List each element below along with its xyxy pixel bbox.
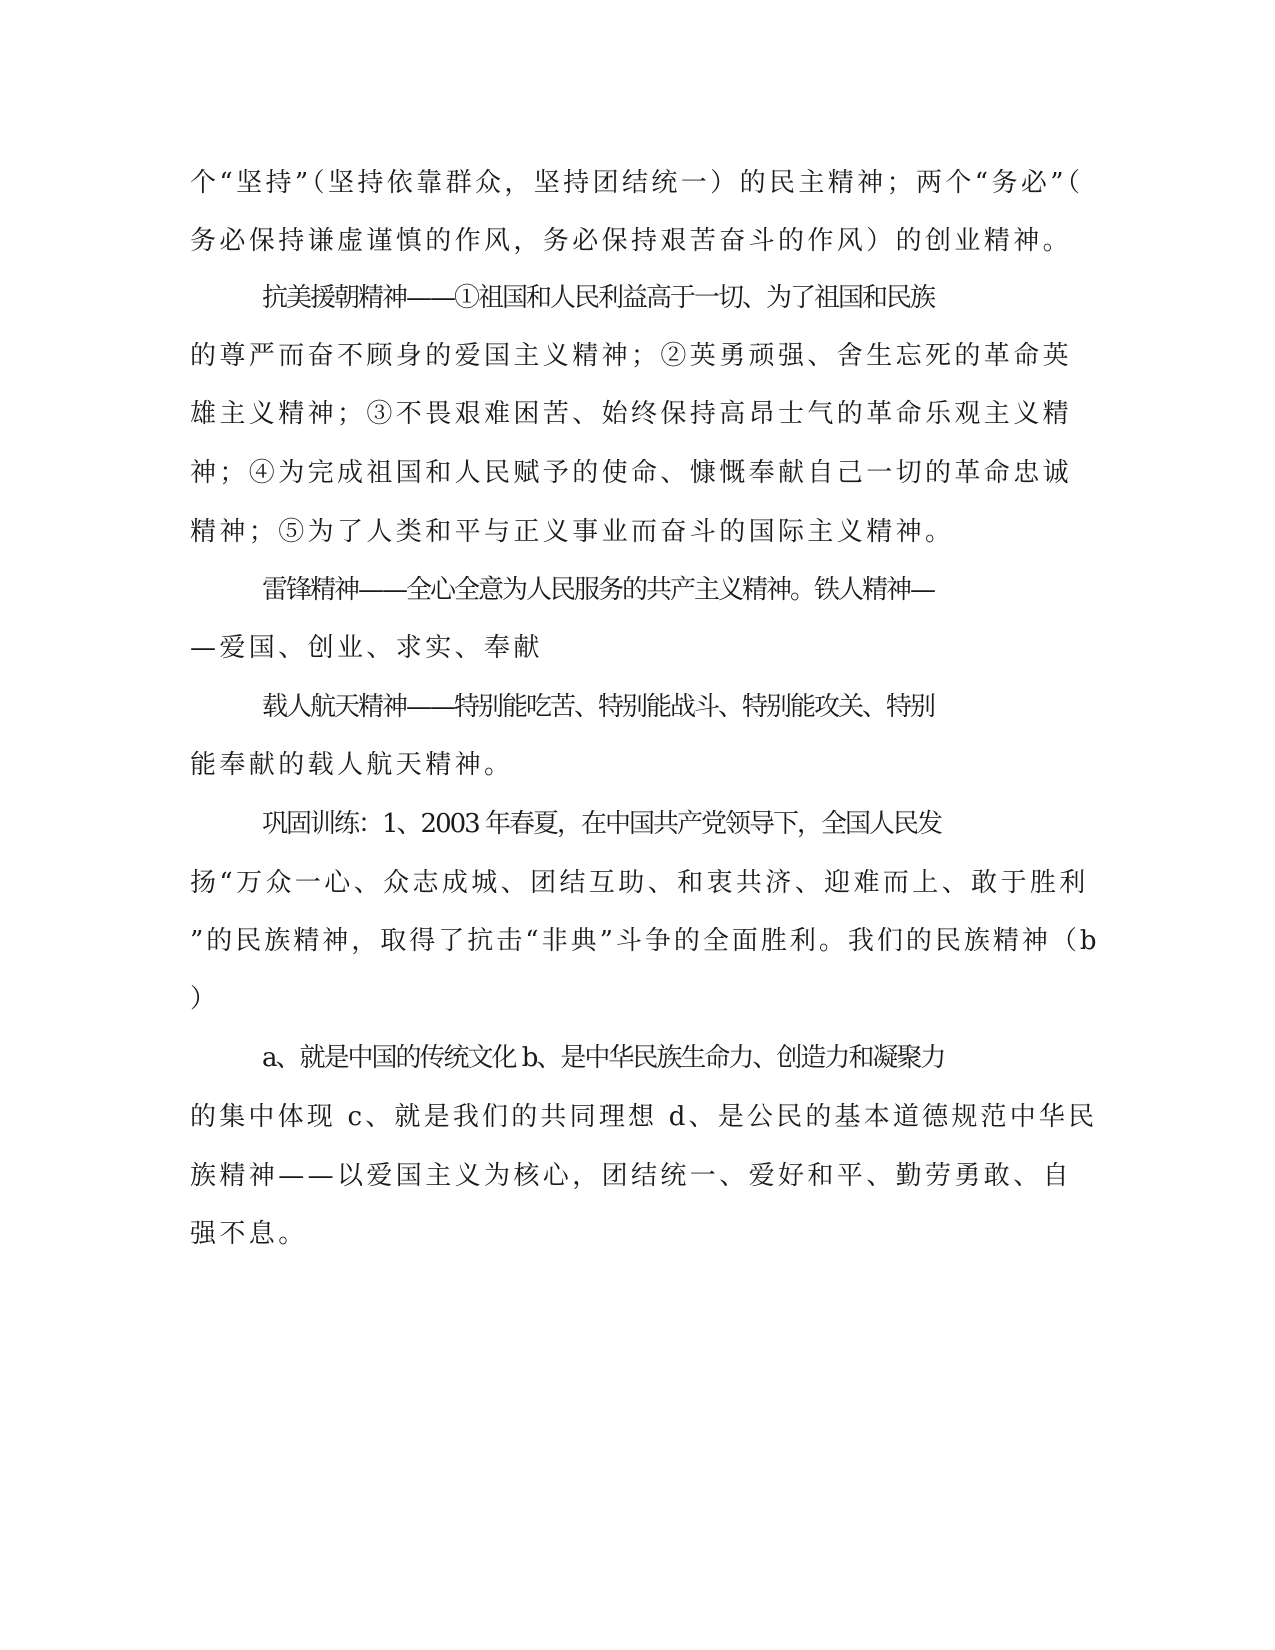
text-line-16: a、就是中国的传统文化 b、是中华民族生命力、创造力和凝聚力 [262, 1043, 945, 1073]
text-line-13: 扬“万众一心、众志成城、团结互助、和衷共济、迎难而上、敢于胜利 [190, 868, 1089, 898]
text-line-3: 抗美援朝精神——①祖国和人民利益高于一切、为了祖国和民族 [262, 283, 935, 313]
text-line-12: 巩固训练：1、2003 年春夏，在中国共产党领导下，全国人民发 [262, 809, 941, 839]
text-line-2: 务必保持谦虚谨慎的作风，务必保持艰苦奋斗的作风）的创业精神。 [190, 226, 1073, 256]
text-line-10: 载人航天精神——特别能吃苦、特别能战斗、特别能攻关、特别 [262, 692, 935, 722]
text-line-11: 能奉献的载人航天精神。 [190, 750, 514, 780]
text-line-9: —爱国、创业、求实、奉献 [190, 633, 543, 663]
text-line-14: ”的民族精神，取得了抗击“非典”斗争的全面胜利。我们的民族精神（b [190, 926, 1100, 956]
text-line-19: 强不息。 [190, 1219, 308, 1249]
text-line-1: 个“坚持”（坚持依靠群众，坚持团结统一）的民主精神；两个“务必”（ [190, 168, 1084, 198]
text-line-18: 族精神——以爱国主义为核心，团结统一、爱好和平、勤劳勇敢、自 [190, 1161, 1073, 1191]
text-line-5: 雄主义精神；③不畏艰难困苦、始终保持高昂士气的革命乐观主义精 [190, 399, 1073, 429]
text-line-4: 的尊严而奋不顾身的爱国主义精神；②英勇顽强、舍生忘死的革命英 [190, 341, 1073, 371]
text-line-8: 雷锋精神——全心全意为人民服务的共产主义精神。铁人精神— [262, 575, 935, 605]
text-line-15: ） [190, 984, 220, 1014]
text-line-7: 精神；⑤为了人类和平与正义事业而奋斗的国际主义精神。 [190, 517, 955, 547]
text-line-17: 的集中体现 c、就是我们的共同理想 d、是公民的基本道德规范中华民 [190, 1102, 1098, 1132]
text-line-6: 神；④为完成祖国和人民赋予的使命、慷慨奉献自己一切的革命忠诚 [190, 458, 1073, 488]
